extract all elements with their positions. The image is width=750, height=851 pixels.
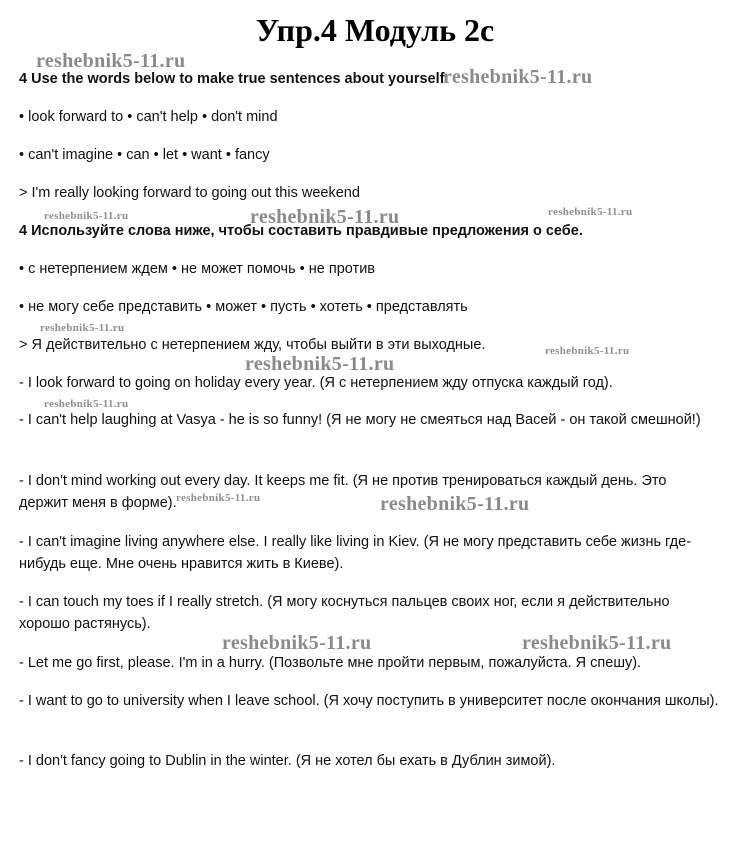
watermark: reshebnik5-11.ru xyxy=(250,206,400,228)
watermark: reshebnik5-11.ru xyxy=(36,50,186,72)
answer-item: - I want to go to university when I leave school. (Я хочу поступить в университет после окончания школы). xyxy=(19,693,719,709)
page-title: Упр.4 Модуль 2с xyxy=(255,12,495,48)
watermark: reshebnik5-11.ru xyxy=(176,492,261,504)
answer-item: - I can't imagine living anywhere else. I really like living in Kiev. (Я не могу представить себе жизнь где-нибудь еще. Мне очень нравится жить в Киеве). xyxy=(19,534,692,572)
watermark: reshebnik5-11.ru xyxy=(380,493,530,515)
word-list-ru-2: • не могу себе представить • может • пусть • хотеть • представлять xyxy=(19,299,468,315)
watermark: reshebnik5-11.ru xyxy=(245,353,395,375)
watermark: reshebnik5-11.ru xyxy=(222,632,372,654)
watermark: reshebnik5-11.ru xyxy=(40,322,125,334)
answer-item: - I can touch my toes if I really stretch. (Я могу коснуться пальцев своих ног, если я действительно хорошо растянусь). xyxy=(19,594,670,632)
answer-item: - I don't mind working out every day. It keeps me fit. (Я не против тренироваться каждый день. Это держит меня в форме). xyxy=(19,473,667,511)
watermark: reshebnik5-11.ru xyxy=(545,345,630,357)
task-heading-ru: 4 Используйте слова ниже, чтобы составить правдивые предложения о себе. xyxy=(19,223,583,239)
example-ru: > Я действительно с нетерпением жду, чтобы выйти в эти выходные. xyxy=(19,337,486,353)
watermark: reshebnik5-11.ru xyxy=(443,66,593,88)
answer-item: - I can't help laughing at Vasya - he is so funny! (Я не могу не смеяться над Васей - он такой смешной!) xyxy=(19,412,701,428)
task-heading-en: 4 Use the words below to make true sentences about yourself. xyxy=(19,71,449,87)
watermark: reshebnik5-11.ru xyxy=(44,398,129,410)
watermark: reshebnik5-11.ru xyxy=(44,210,129,222)
watermark: reshebnik5-11.ru xyxy=(548,206,633,218)
watermark: reshebnik5-11.ru xyxy=(522,632,672,654)
word-list-ru-1: • с нетерпением ждем • не может помочь • не против xyxy=(19,261,375,277)
word-list-en-1: • look forward to • can't help • don't mind xyxy=(19,109,278,125)
answer-item: - Let me go first, please. I'm in a hurry. (Позвольте мне пройти первым, пожалуйста. Я спешу). xyxy=(19,655,642,671)
answer-item: - I look forward to going on holiday every year. (Я с нетерпением жду отпуска каждый год). xyxy=(19,375,613,391)
example-en: > I'm really looking forward to going out this weekend xyxy=(19,185,360,201)
answer-item: - I don't fancy going to Dublin in the winter. (Я не хотел бы ехать в Дублин зимой). xyxy=(19,753,556,769)
word-list-en-2: • can't imagine • can • let • want • fancy xyxy=(19,147,270,163)
